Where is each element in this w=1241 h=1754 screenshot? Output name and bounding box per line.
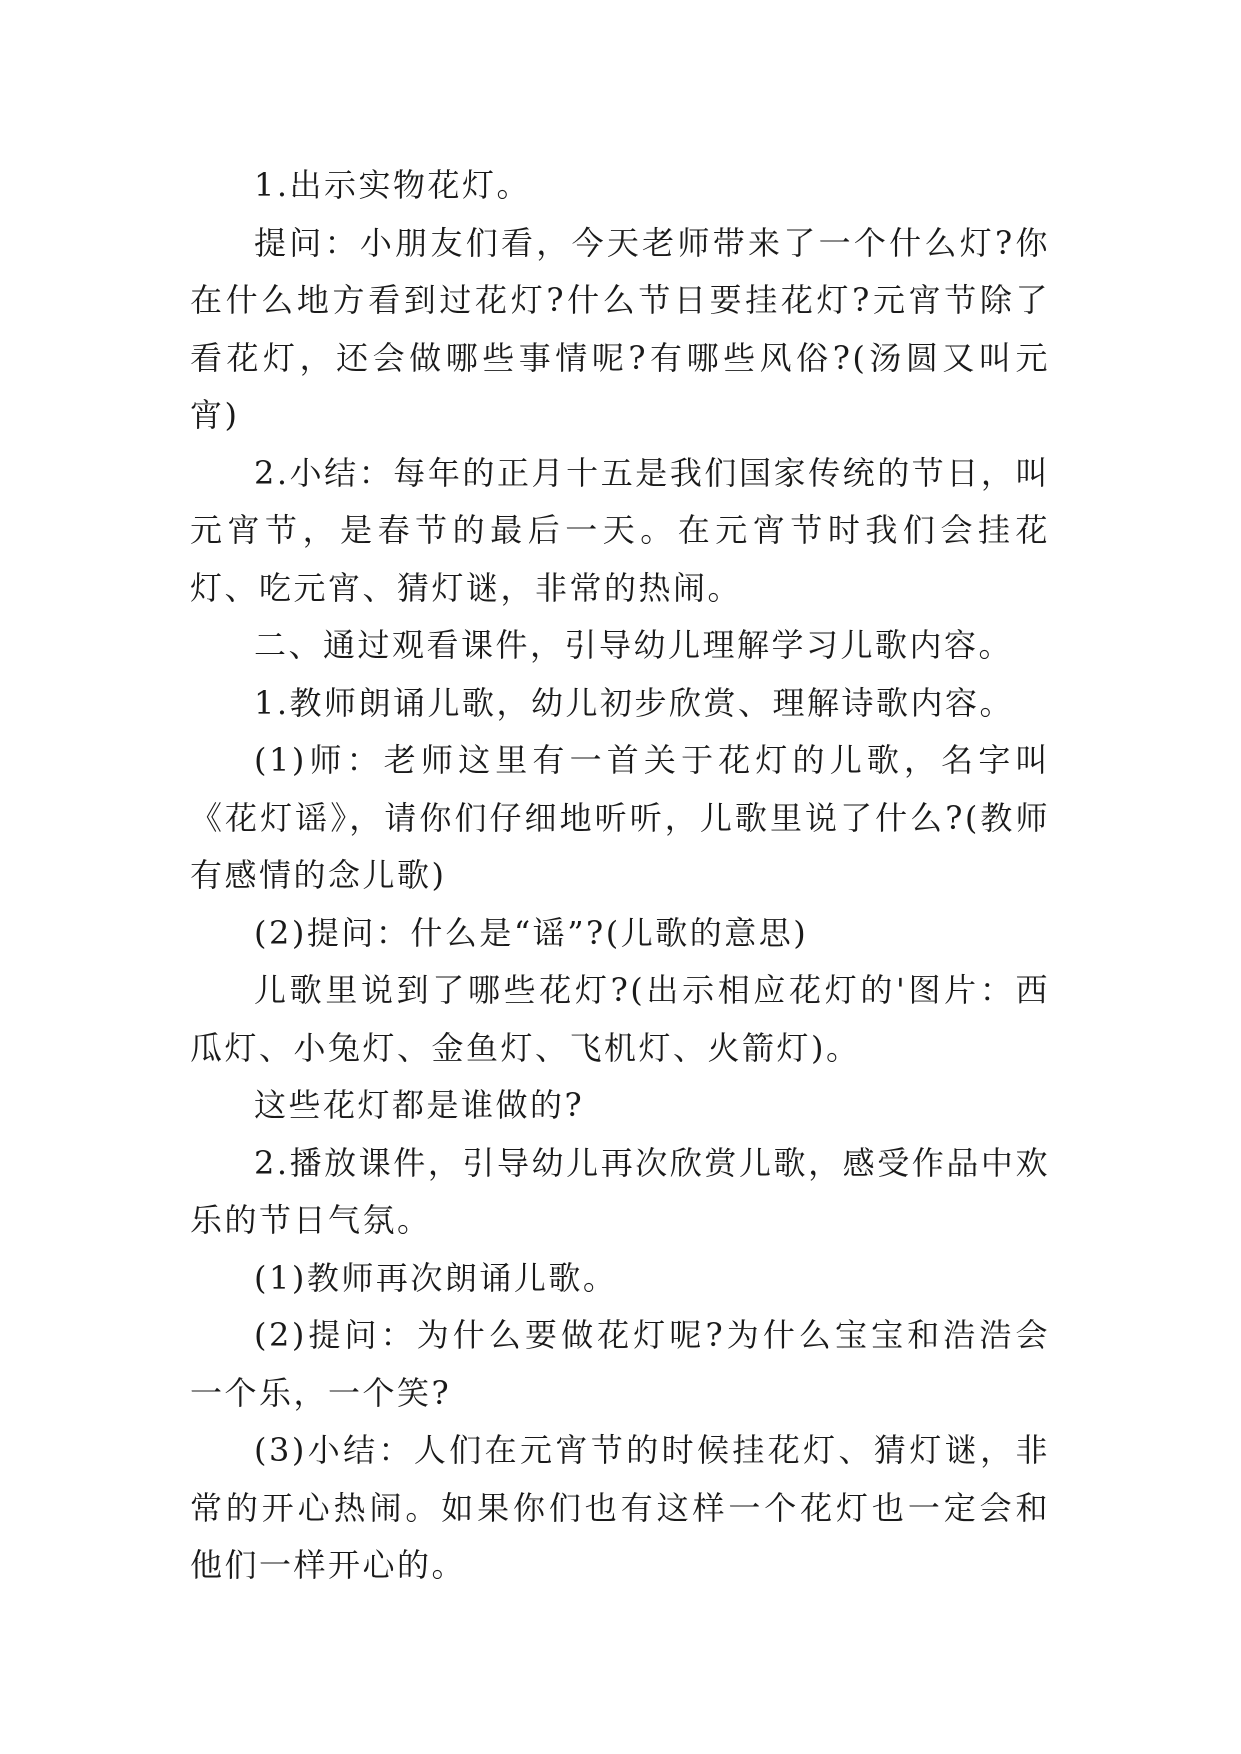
paragraph-5: 1.教师朗诵儿歌，幼儿初步欣赏、理解诗歌内容。 — [254, 683, 1015, 722]
paragraph-3: 2.小结：每年的正月十五是我们国家传统的节日，叫元宵节，是春节的最后一天。在元宵节时我们会挂花灯、吃元宵、猜灯谜，非常的热闹。 — [190, 453, 1050, 607]
paragraph-12: (2)提问：为什么要做花灯呢?为什么宝宝和浩浩会一个乐，一个笑? — [190, 1316, 1050, 1412]
paragraph-2: 提问：小朋友们看，今天老师带来了一个什么灯?你在什么地方看到过花灯?什么节日要挂花灯?元宵节除了看花灯，还会做哪些事情呢?有哪些风俗?(汤圆又叫元宵) — [190, 223, 1050, 434]
paragraph-8: 儿歌里说到了哪些花灯?(出示相应花灯的'图片：西瓜灯、小兔灯、金鱼灯、飞机灯、火箭灯)。 — [190, 971, 1050, 1067]
paragraph-4: 二、通过观看课件，引导幼儿理解学习儿歌内容。 — [254, 626, 1014, 664]
paragraph-6: (1)师：老师这里有一首关于花灯的儿歌，名字叫《花灯谣》，请你们仔细地听听，儿歌里说了什么?(教师有感情的念儿歌) — [190, 741, 1050, 894]
document-body — [190, 157, 1050, 1595]
paragraph-7: (2)提问：什么是“谣”?(儿歌的意思) — [254, 913, 809, 952]
paragraph-11: (1)教师再次朗诵儿歌。 — [254, 1258, 618, 1297]
paragraph-13: (3)小结：人们在元宵节的时候挂花灯、猜灯谜，非常的开心热闹。如果你们也有这样一个花灯也一定会和他们一样开心的。 — [190, 1431, 1050, 1584]
paragraph-1: 1.出示实物花灯。 — [254, 166, 532, 204]
paragraph-10: 2.播放课件，引导幼儿再次欣赏儿歌，感受作品中欢乐的节日气氛。 — [190, 1143, 1050, 1239]
paragraph-9: 这些花灯都是谁做的? — [254, 1086, 585, 1124]
